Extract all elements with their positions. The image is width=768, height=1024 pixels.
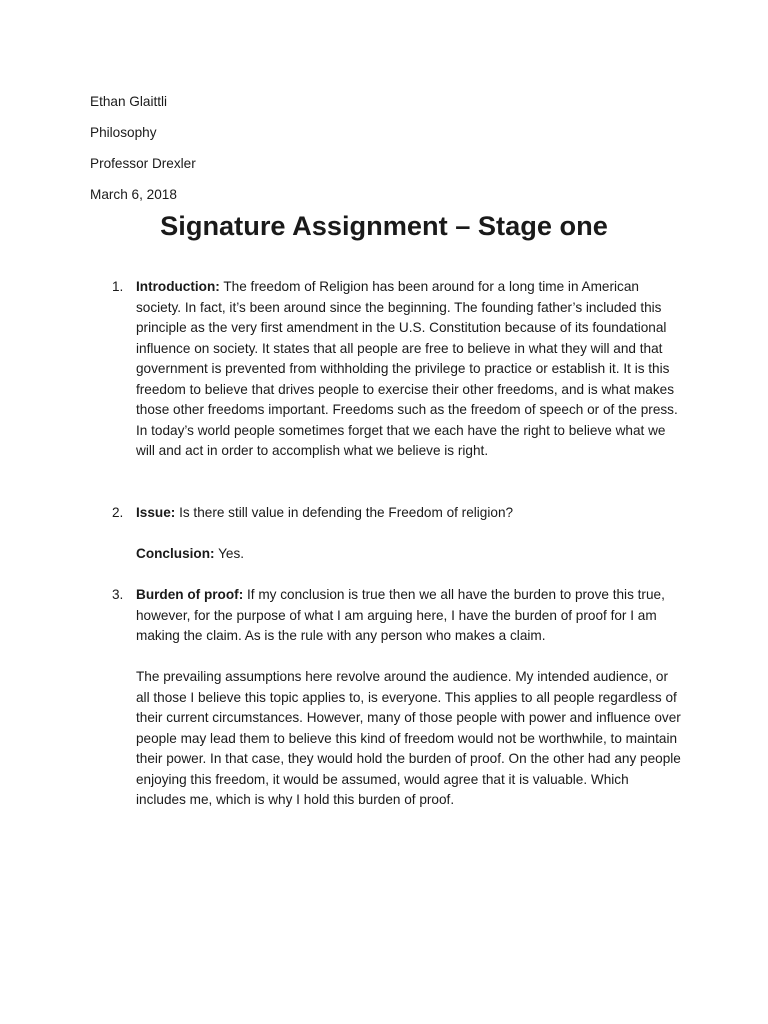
author-name: Ethan Glaittli: [90, 94, 168, 109]
issue-paragraph: [136, 503, 681, 524]
course-name: Philosophy: [90, 125, 157, 140]
introduction-paragraph: [136, 277, 681, 462]
list-item-body: [136, 585, 681, 811]
conclusion-paragraph: [136, 544, 681, 565]
list-number: 2.: [112, 505, 124, 520]
burden-paragraph: [136, 585, 681, 647]
paragraph-gap: [136, 647, 681, 668]
list-item-body: [136, 277, 681, 462]
item-text: The freedom of Religion has been around for a long time in American society. In fact, it’s been around since the beginning. The founding father’s included this principle as the very first amendment in the U.S. Constitution because of its foundational influence on society. It states that all people are free to believe in what they will and that government is prevented from withholding the privilege to practice or establish it. It is this freedom to believe that drives people to exercise their other freedoms, and is what makes those other freedoms important. Freedoms such as the freedom of speech or of the press. In today’s world people sometimes forget that we each have the right to believe what we will and act in order to accomplish what we believe is right.: [136, 279, 678, 458]
list-item-body: [136, 503, 681, 565]
item-label: Issue:: [136, 505, 176, 520]
document-date: March 6, 2018: [90, 187, 177, 202]
assumptions-paragraph: The prevailing assumptions here revolve around the audience. My intended audience, or all those I believe this topic applies to, is everyone. This applies to all people regardless of their current circumstances. However, many of those people with power and influence over people may lead them to believe this kind of freedom would not be worthwhile, to maintain their power. In that case, they would hold the burden of proof. On the other had any people enjoying this freedom, it would be assumed, would agree that it is valuable. Which includes me, which is why I hold this burden of proof.: [136, 669, 681, 807]
item-text: Is there still value in defending the Freedom of religion?: [175, 505, 514, 520]
list-number: 1.: [112, 279, 124, 294]
document-title: Signature Assignment – Stage one: [160, 210, 608, 241]
item-label: Introduction:: [136, 279, 220, 294]
conclusion-label: Conclusion:: [136, 546, 215, 561]
professor-name: Professor Drexler: [90, 156, 196, 171]
item-label: Burden of proof:: [136, 587, 244, 602]
paragraph-gap: [136, 524, 681, 545]
item-text: If my conclusion is true then we all have the burden to prove this true, however, for the purpose of what I am arguing here, I have the burden of proof for I am making the claim. As is the rule with any person who makes a claim.: [136, 587, 665, 643]
list-number: 3.: [112, 587, 124, 602]
conclusion-text: Yes.: [214, 546, 245, 561]
